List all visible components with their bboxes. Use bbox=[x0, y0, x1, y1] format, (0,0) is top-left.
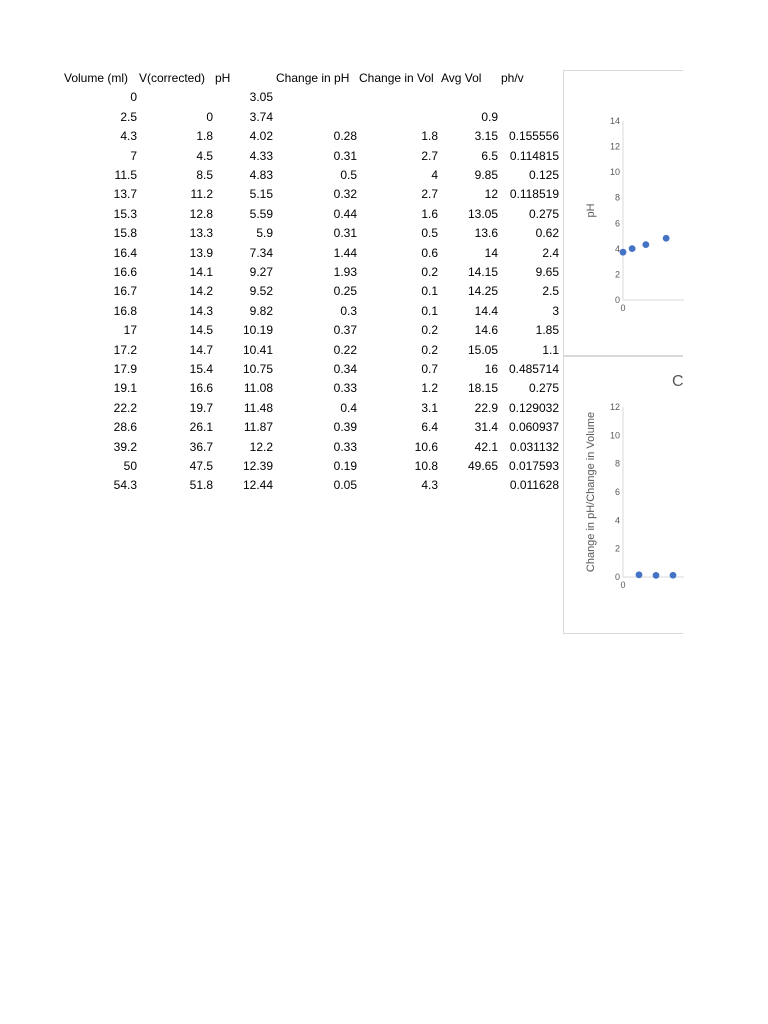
cell-volume[interactable]: 11.5 bbox=[114, 168, 137, 182]
cell-change-ph[interactable]: 0.33 bbox=[333, 381, 357, 396]
cell-ph[interactable]: 9.27 bbox=[249, 265, 273, 279]
data-point bbox=[670, 572, 677, 579]
cell-change-vol[interactable]: 2.7 bbox=[421, 187, 438, 202]
cell-v-corrected[interactable]: 8.5 bbox=[196, 168, 213, 182]
cell-ph-v[interactable]: 0.485714 bbox=[508, 362, 559, 376]
data-point bbox=[636, 571, 643, 578]
cell-avg-vol[interactable]: 22.9 bbox=[474, 400, 498, 415]
cell-change-ph[interactable]: 0.22 bbox=[333, 342, 357, 357]
cell-change-vol[interactable]: 4.3 bbox=[421, 478, 438, 493]
cell-change-vol[interactable]: 0.1 bbox=[421, 303, 438, 318]
cell-v-corrected[interactable]: 36.7 bbox=[189, 439, 213, 454]
cell-ph[interactable]: 10.19 bbox=[242, 323, 273, 338]
cell-change-ph[interactable]: 0.4 bbox=[340, 400, 357, 415]
cell-volume[interactable]: 0 bbox=[130, 90, 137, 105]
cell-change-ph[interactable]: 0.34 bbox=[333, 362, 357, 376]
cell-volume[interactable]: 2.5 bbox=[120, 109, 137, 124]
y-tick-label: 10 bbox=[609, 167, 620, 178]
data-point bbox=[663, 235, 670, 242]
cell-volume[interactable]: 54.3 bbox=[113, 478, 137, 493]
cell-change-ph[interactable] bbox=[287, 88, 357, 107]
cell-ph[interactable]: 12.39 bbox=[242, 459, 273, 473]
cell-avg-vol[interactable] bbox=[428, 88, 498, 107]
y-tick-label: 8 bbox=[614, 458, 620, 469]
cell-change-vol[interactable]: 0.2 bbox=[421, 323, 438, 338]
cell-v-corrected[interactable]: 14.2 bbox=[189, 284, 213, 299]
cell-volume[interactable]: 16.6 bbox=[113, 265, 137, 279]
cell-ph[interactable]: 10.75 bbox=[242, 362, 273, 376]
x-tick-label: 0 bbox=[620, 580, 626, 590]
cell-change-vol[interactable]: 3.1 bbox=[421, 400, 438, 415]
data-point bbox=[653, 572, 660, 579]
cell-v-corrected[interactable]: 14.5 bbox=[189, 323, 213, 338]
cell-ph[interactable]: 11.48 bbox=[243, 400, 273, 415]
cell-volume[interactable]: 4.3 bbox=[120, 129, 137, 144]
chart-title: C bbox=[672, 373, 684, 390]
cell-change-ph[interactable]: 0.19 bbox=[333, 459, 357, 473]
cell-ph-v[interactable]: 3 bbox=[552, 303, 559, 318]
cell-change-ph[interactable]: 0.05 bbox=[333, 478, 357, 493]
cell-ph-v[interactable]: 2.5 bbox=[542, 284, 559, 299]
cell-v-corrected[interactable]: 0 bbox=[206, 109, 213, 124]
cell-avg-vol[interactable]: 15.05 bbox=[467, 342, 498, 357]
cell-ph-v[interactable]: 0.060937 bbox=[508, 420, 559, 435]
cell-change-vol[interactable]: 4 bbox=[431, 168, 438, 182]
cell-volume[interactable]: 17 bbox=[123, 323, 137, 338]
cell-avg-vol[interactable]: 14.6 bbox=[474, 323, 498, 338]
cell-volume[interactable]: 16.4 bbox=[113, 245, 137, 260]
y-tick-label: 14 bbox=[609, 116, 620, 126]
cell-ph[interactable]: 10.41 bbox=[242, 342, 273, 357]
cell-volume[interactable]: 22.2 bbox=[113, 400, 137, 415]
cell-change-ph[interactable]: 1.44 bbox=[333, 245, 357, 260]
cell-change-vol[interactable]: 0.5 bbox=[421, 226, 438, 241]
cell-avg-vol[interactable]: 13.6 bbox=[474, 226, 498, 241]
cell-volume[interactable]: 16.7 bbox=[113, 284, 137, 299]
cell-volume[interactable]: 15.8 bbox=[113, 226, 137, 241]
cell-v-corrected[interactable]: 1.8 bbox=[196, 129, 213, 144]
derivative-chart-plot bbox=[564, 357, 684, 635]
cell-volume[interactable]: 7 bbox=[130, 148, 137, 163]
ph-chart-plot bbox=[564, 71, 684, 357]
cell-change-vol[interactable]: 2.7 bbox=[421, 148, 438, 163]
y-tick-label: 0 bbox=[614, 572, 620, 582]
cell-ph-v[interactable]: 0.114815 bbox=[509, 148, 559, 163]
cell-v-corrected[interactable]: 13.9 bbox=[189, 245, 213, 260]
cell-ph-v[interactable]: 9.65 bbox=[535, 265, 559, 279]
column-header-volume: Volume (ml) bbox=[64, 71, 129, 85]
column-header-change-vol: Change in Vol bbox=[359, 71, 434, 85]
cell-ph[interactable]: 4.02 bbox=[249, 129, 273, 144]
cell-avg-vol[interactable]: 14.4 bbox=[474, 303, 498, 318]
cell-v-corrected[interactable]: 16.6 bbox=[189, 381, 213, 396]
cell-ph-v[interactable]: 0.275 bbox=[528, 381, 559, 396]
cell-change-ph[interactable]: 0.31 bbox=[333, 226, 357, 241]
cell-ph-v[interactable]: 0.118519 bbox=[509, 187, 559, 202]
cell-avg-vol[interactable]: 12 bbox=[484, 187, 498, 202]
cell-avg-vol[interactable]: 14.25 bbox=[467, 284, 498, 299]
cell-change-vol[interactable]: 0.7 bbox=[421, 362, 438, 376]
cell-change-ph[interactable]: 0.3 bbox=[340, 303, 357, 318]
cell-ph[interactable]: 9.52 bbox=[249, 284, 273, 299]
cell-ph-v[interactable]: 0.275 bbox=[528, 206, 559, 221]
cell-ph-v[interactable] bbox=[489, 108, 559, 127]
cell-ph-v[interactable]: 1.85 bbox=[535, 323, 559, 338]
cell-change-ph[interactable]: 0.37 bbox=[333, 323, 357, 338]
data-point bbox=[620, 249, 627, 256]
cell-volume[interactable]: 17.2 bbox=[113, 342, 137, 357]
cell-ph[interactable]: 4.83 bbox=[249, 168, 273, 182]
cell-volume[interactable]: 50 bbox=[123, 459, 137, 473]
x-tick-label: 0 bbox=[620, 303, 626, 313]
cell-volume[interactable]: 19.1 bbox=[113, 381, 137, 396]
cell-ph[interactable]: 3.74 bbox=[249, 109, 273, 124]
cell-ph-v[interactable]: 0.62 bbox=[535, 226, 559, 241]
cell-avg-vol[interactable]: 14.15 bbox=[467, 265, 498, 279]
cell-volume[interactable]: 39.2 bbox=[113, 439, 137, 454]
cell-change-ph[interactable]: 0.28 bbox=[333, 129, 357, 144]
cell-ph[interactable]: 11.87 bbox=[243, 420, 273, 435]
y-tick-label: 0 bbox=[614, 295, 620, 305]
cell-change-vol[interactable]: 0.2 bbox=[421, 265, 438, 279]
cell-ph-v[interactable]: 0.031132 bbox=[509, 439, 559, 454]
cell-ph-v[interactable]: 0.155556 bbox=[508, 129, 559, 144]
cell-ph[interactable]: 12.44 bbox=[242, 478, 273, 493]
cell-change-ph[interactable]: 0.32 bbox=[333, 187, 357, 202]
y-axis-title: Change in pH/Change in Volume bbox=[585, 411, 597, 573]
cell-avg-vol[interactable]: 42.1 bbox=[474, 439, 498, 454]
cell-v-corrected[interactable]: 14.1 bbox=[189, 265, 213, 279]
cell-ph-v[interactable]: 2.4 bbox=[542, 245, 559, 260]
cell-v-corrected[interactable]: 26.1 bbox=[189, 420, 213, 435]
cell-change-vol[interactable]: 1.6 bbox=[421, 206, 438, 221]
cell-change-ph[interactable]: 0.33 bbox=[333, 439, 357, 454]
ph-chart[interactable] bbox=[563, 70, 683, 356]
cell-volume[interactable]: 13.7 bbox=[113, 187, 137, 202]
cell-ph-v[interactable]: 0.017593 bbox=[508, 459, 559, 473]
y-tick-label: 2 bbox=[614, 543, 620, 554]
cell-ph[interactable]: 5.59 bbox=[249, 206, 273, 221]
cell-change-ph[interactable]: 0.5 bbox=[340, 168, 357, 182]
data-point bbox=[629, 245, 636, 252]
cell-avg-vol[interactable]: 49.65 bbox=[467, 459, 498, 473]
cell-ph[interactable]: 11.08 bbox=[243, 381, 273, 396]
cell-ph-v[interactable]: 0.011628 bbox=[509, 478, 559, 493]
cell-avg-vol[interactable]: 0.9 bbox=[481, 109, 498, 124]
cell-ph[interactable]: 5.15 bbox=[249, 187, 273, 202]
derivative-chart[interactable] bbox=[563, 356, 683, 634]
cell-avg-vol[interactable]: 3.15 bbox=[474, 129, 498, 144]
cell-v-corrected[interactable]: 19.7 bbox=[189, 400, 213, 415]
y-tick-label: 6 bbox=[614, 487, 620, 497]
cell-ph[interactable]: 5.9 bbox=[256, 226, 273, 241]
cell-change-ph[interactable]: 1.93 bbox=[333, 265, 357, 279]
y-tick-label: 4 bbox=[614, 515, 620, 526]
y-tick-label: 8 bbox=[614, 192, 620, 203]
cell-ph-v[interactable]: 0.125 bbox=[528, 168, 559, 182]
cell-ph[interactable]: 12.2 bbox=[249, 439, 273, 454]
cell-change-vol[interactable]: 10.6 bbox=[414, 439, 438, 454]
cell-change-ph[interactable]: 0.44 bbox=[333, 206, 357, 221]
y-tick-label: 4 bbox=[614, 243, 620, 254]
y-tick-label: 10 bbox=[609, 430, 620, 441]
y-axis-title: pH bbox=[585, 203, 597, 218]
column-header-v-corrected: V(corrected) bbox=[139, 71, 206, 85]
cell-change-ph[interactable]: 0.39 bbox=[333, 420, 357, 435]
cell-ph[interactable]: 4.33 bbox=[249, 148, 273, 163]
cell-ph-v[interactable] bbox=[489, 88, 559, 107]
y-tick-label: 12 bbox=[609, 141, 620, 152]
cell-avg-vol[interactable]: 9.85 bbox=[474, 168, 498, 182]
cell-ph[interactable]: 3.05 bbox=[249, 90, 273, 105]
cell-avg-vol[interactable]: 16 bbox=[484, 362, 498, 376]
cell-v-corrected[interactable]: 51.8 bbox=[189, 478, 213, 493]
cell-avg-vol[interactable]: 14 bbox=[484, 245, 498, 260]
cell-avg-vol[interactable]: 31.4 bbox=[474, 420, 498, 435]
cell-volume[interactable]: 17.9 bbox=[113, 362, 137, 376]
y-tick-label: 2 bbox=[614, 269, 620, 280]
cell-v-corrected[interactable]: 14.3 bbox=[189, 303, 213, 318]
cell-change-vol[interactable]: 0.6 bbox=[421, 245, 438, 260]
cell-avg-vol[interactable]: 13.05 bbox=[467, 206, 498, 221]
cell-v-corrected[interactable]: 12.8 bbox=[189, 206, 213, 221]
cell-avg-vol[interactable]: 6.5 bbox=[481, 148, 498, 163]
cell-volume[interactable]: 16.8 bbox=[113, 303, 137, 318]
cell-change-vol[interactable]: 1.2 bbox=[421, 381, 438, 396]
y-tick-label: 6 bbox=[614, 218, 620, 229]
cell-change-vol[interactable]: 0.2 bbox=[421, 342, 438, 357]
cell-change-vol[interactable]: 1.8 bbox=[421, 129, 438, 144]
column-header-ph-v: ph/v bbox=[501, 71, 524, 85]
cell-v-corrected[interactable]: 14.7 bbox=[189, 342, 213, 357]
cell-v-corrected[interactable]: 13.3 bbox=[189, 226, 213, 241]
cell-ph[interactable]: 7.34 bbox=[249, 245, 273, 260]
column-header-avg-vol: Avg Vol bbox=[441, 71, 482, 85]
cell-ph[interactable]: 9.82 bbox=[249, 303, 273, 318]
cell-change-vol[interactable]: 0.1 bbox=[421, 284, 438, 299]
cell-v-corrected[interactable]: 15.4 bbox=[189, 362, 213, 376]
cell-avg-vol[interactable]: 18.15 bbox=[467, 381, 498, 396]
cell-change-vol[interactable]: 6.4 bbox=[421, 420, 438, 435]
cell-change-ph[interactable]: 0.25 bbox=[333, 284, 357, 299]
column-header-ph: pH bbox=[215, 71, 231, 85]
cell-volume[interactable]: 28.6 bbox=[113, 420, 137, 435]
cell-v-corrected[interactable]: 4.5 bbox=[196, 148, 213, 163]
cell-ph-v[interactable]: 0.129032 bbox=[508, 400, 559, 415]
cell-v-corrected[interactable]: 47.5 bbox=[189, 459, 213, 473]
cell-v-corrected[interactable]: 11.2 bbox=[190, 187, 213, 202]
y-tick-label: 12 bbox=[609, 402, 620, 412]
column-header-change-ph: Change in pH bbox=[276, 71, 350, 85]
cell-change-ph[interactable]: 0.31 bbox=[333, 148, 357, 163]
cell-change-vol[interactable]: 10.8 bbox=[414, 459, 438, 473]
cell-change-ph[interactable] bbox=[287, 108, 357, 127]
cell-volume[interactable]: 15.3 bbox=[113, 206, 137, 221]
data-point bbox=[642, 241, 649, 248]
cell-ph-v[interactable]: 1.1 bbox=[542, 342, 559, 357]
cell-avg-vol[interactable] bbox=[428, 476, 498, 495]
